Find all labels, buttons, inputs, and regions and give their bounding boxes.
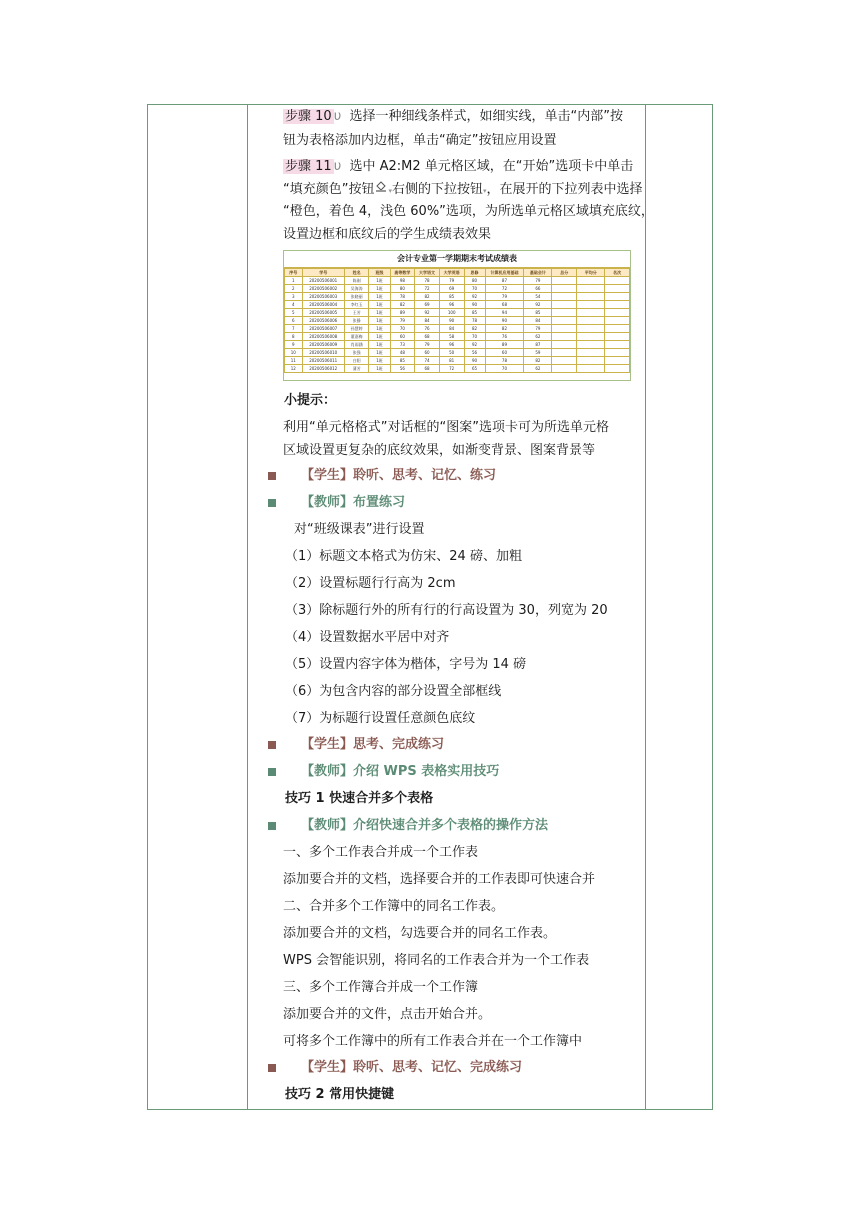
sheet-cell: 9 [285,341,303,349]
step10-label: 步骤 10 [285,109,332,124]
square-bullet-icon [268,822,276,830]
sheet-cell [605,333,630,341]
sheet-cell: 80 [390,285,415,293]
sheet-cell [605,309,630,317]
sheet-cell: 78 [485,357,524,365]
sheet-header-cell: 计算机应用基础 [485,269,524,277]
teacher-activity-1: 【教师】布置练习 [301,495,406,510]
sheet-cell: 70 [464,333,485,341]
sheet-cell: 84 [415,317,440,325]
sheet-cell: 92 [464,293,485,301]
sheet-cell: 20200506007 [302,325,344,333]
sheet-cell: 20200506009 [302,341,344,349]
sheet-cell: 20200506003 [302,293,344,301]
step11-label: 步骤 11 [285,159,332,174]
sheet-cell [605,349,630,357]
sheet-cell: 70 [390,325,415,333]
square-bullet-icon [268,1064,276,1072]
sheet-cell [552,309,577,317]
step11-text2b: 右侧的下拉按钮 [392,182,484,197]
sheet-cell: 78 [464,317,485,325]
sheet-cell: 60 [485,349,524,357]
sheet-cell: 85 [390,357,415,365]
sheet-cell: 70 [464,285,485,293]
square-bullet-icon [268,768,276,776]
student-activity-3: 【学生】聆听、思考、记忆、完成练习 [301,1060,523,1075]
sheet-cell [577,309,605,317]
merge-text-3b: 可将多个工作簿中的所有工作表合并在一个工作簿中 [283,1034,583,1049]
sheet-cell [552,325,577,333]
chevron-down-icon: ▾ [388,187,392,195]
sheet-cell [577,285,605,293]
sheet-cell: 50 [439,349,464,357]
sheet-row [285,277,630,285]
sheet-cell: 54 [524,293,552,301]
task-point-5: （5）设置内容字体为楷体，字号为 14 磅 [285,657,527,672]
sheet-cell: 82 [415,293,440,301]
sheet-cell: 76 [415,325,440,333]
sheet-cell: 7 [285,325,303,333]
sheet-cell: 85 [524,309,552,317]
sheet-cell: 59 [524,349,552,357]
sheet-header-cell: 大学英语 [439,269,464,277]
sheet-cell: 58 [439,333,464,341]
sheet-cell: 85 [464,309,485,317]
sheet-cell [605,301,630,309]
sheet-cell [552,341,577,349]
sheet-cell: 90 [464,357,485,365]
score-sheet-image [283,250,631,381]
sheet-cell: 11 [285,357,303,365]
sheet-header-cell: 大学语文 [415,269,440,277]
sheet-cell [605,325,630,333]
step10-line1: 步骤 10 υ 选择一种细线条样式，如细实线，单击“内部”按 [285,109,623,124]
sheet-cell: 90 [485,317,524,325]
sheet-cell [552,293,577,301]
sheet-cell [552,357,577,365]
sheet-cell: 89 [390,309,415,317]
sheet-header-cell: 总分 [552,269,577,277]
step11-line1: 步骤 11 υ 选中 A2:M2 单元格区域，在“开始”选项卡中单击 [285,159,634,174]
sheet-cell: 56 [464,349,485,357]
sheet-cell [577,349,605,357]
sheet-cell: 94 [485,309,524,317]
sheet-cell: 李红玉 [344,301,369,309]
sheet-cell: 60 [415,349,440,357]
sheet-header-cell: 班级 [369,269,390,277]
sheet-cell: 79 [524,277,552,285]
tip1-heading: 技巧 1 快速合并多个表格 [285,791,434,806]
step11-line3: “橙色，着色 4，浅色 60%”选项，为所选单元格区域填充底纹， [283,204,654,219]
sheet-cell: 65 [464,365,485,373]
sheet-cell [552,285,577,293]
sheet-cell [605,293,630,301]
sheet-cell [605,365,630,373]
sheet-cell: 98 [390,277,415,285]
sheet-cell [577,333,605,341]
sheet-cell: 20200506001 [302,277,344,285]
step11-text2c: ，在展开的下拉列表中选择 [486,182,643,197]
sheet-header-cell: 学号 [302,269,344,277]
sheet-cell: 85 [439,293,464,301]
tip-line2: 区域设置更复杂的底纹效果，如渐变背景、图案背景等 [283,443,596,458]
sheet-header-cell: 序号 [285,269,303,277]
sheet-cell: 1 [285,277,303,285]
sheet-cell: 73 [390,341,415,349]
merge-heading-2: 二、合并多个工作簿中的同名工作表。 [283,899,505,914]
sheet-row [285,293,630,301]
sheet-cell: 62 [524,365,552,373]
sheet-cell: 79 [390,317,415,325]
sheet-cell: 78 [415,277,440,285]
task-intro: 对“班级课表”进行设置 [294,522,425,537]
sheet-cell: 1班 [369,365,390,373]
sheet-cell: 20200506002 [302,285,344,293]
sheet-cell: 1班 [369,325,390,333]
sheet-row [285,301,630,309]
sheet-cell: 董嘉梅 [344,333,369,341]
sheet-row [285,341,630,349]
sheet-cell: 20200506012 [302,365,344,373]
sheet-cell: 66 [524,285,552,293]
merge-text-3: 添加要合并的文件，点击开始合并。 [283,1007,492,1022]
sheet-cell: 82 [524,357,552,365]
tip2-heading: 技巧 2 常用快捷键 [285,1087,395,1102]
sheet-cell: 69 [415,301,440,309]
column-divider-left [247,105,248,1109]
sheet-row [285,333,630,341]
dropdown-arrow-icon: ▾ [483,187,487,195]
merge-text-2: 添加要合并的文档，勾选要合并的同名工作表。 [283,926,557,941]
sheet-cell: 20200506005 [302,309,344,317]
sheet-cell: 81 [439,357,464,365]
sheet-cell: 84 [524,317,552,325]
sheet-cell [552,333,577,341]
task-point-7: （7）为标题行设置任意颜色底纹 [285,711,476,726]
sheet-cell: 96 [439,341,464,349]
sheet-row [285,285,630,293]
sheet-cell [577,365,605,373]
sheet-row [285,309,630,317]
sheet-cell: 白阳 [344,357,369,365]
task-point-1: （1）标题文本格式为仿宋、24 磅、加粗 [285,549,522,564]
sheet-cell: 陈刚 [344,277,369,285]
sheet-cell: 20200506010 [302,349,344,357]
sheet-cell: 79 [415,341,440,349]
sheet-cell: 蒲芳 [344,365,369,373]
sheet-cell: 56 [390,365,415,373]
square-bullet-icon [268,472,276,480]
sheet-cell: 张静 [344,317,369,325]
sheet-cell: 4 [285,301,303,309]
sheet-cell: 8 [285,333,303,341]
sheet-cell: 72 [485,285,524,293]
sheet-cell [605,317,630,325]
teacher-activity-2: 【教师】介绍 WPS 表格实用技巧 [301,764,500,779]
sheet-header-cell: 思修 [464,269,485,277]
sheet-cell: 92 [524,301,552,309]
sheet-cell: 1班 [369,301,390,309]
sheet-cell: 20200506004 [302,301,344,309]
column-divider-right [645,105,646,1109]
sheet-cell: 84 [439,325,464,333]
step10-text1: 选择一种细线条样式，如细实线，单击“内部”按 [349,109,623,124]
step10-line2: 钮为表格添加内边框，单击“确定”按钮应用设置 [283,133,557,148]
sheet-cell [577,357,605,365]
sheet-cell [577,317,605,325]
fill-color-icon [374,179,388,200]
teacher-activity-3: 【教师】介绍快速合并多个表格的操作方法 [301,818,549,833]
sheet-cell: 1班 [369,317,390,325]
sheet-cell: 82 [485,325,524,333]
sheet-cell [552,277,577,285]
sheet-cell [552,349,577,357]
sheet-cell: 12 [285,365,303,373]
sheet-header-cell: 平均分 [577,269,605,277]
sheet-cell: 1班 [369,357,390,365]
task-point-2: （2）设置标题行行高为 2cm [285,576,456,591]
square-bullet-icon [268,741,276,749]
sheet-row [285,365,630,373]
sheet-cell: 1班 [369,293,390,301]
sheet-cell: 82 [390,301,415,309]
sheet-cell: 1班 [369,333,390,341]
sheet-cell: 79 [485,293,524,301]
sheet-cell [605,285,630,293]
merge-heading-3: 三、多个工作簿合并成一个工作簿 [283,980,479,995]
sheet-cell: 60 [390,333,415,341]
square-bullet-icon [268,499,276,507]
sheet-cell [577,277,605,285]
sheet-cell: 2 [285,285,303,293]
step11-line4: 设置边框和底纹后的学生成绩表效果 [283,227,492,242]
sheet-cell: 72 [415,285,440,293]
sheet-cell: 10 [285,349,303,357]
sheet-cell: 张强 [344,349,369,357]
step11-text2a: “填充颜色”按钮 [283,182,375,197]
sheet-cell [577,325,605,333]
tip-title: 小提示： [284,393,337,408]
sheet-cell: 1班 [369,341,390,349]
sheet-cell: 79 [439,277,464,285]
step11-text1: 选中 A2:M2 单元格区域，在“开始”选项卡中单击 [349,159,634,174]
sheet-cell: 20200506008 [302,333,344,341]
sheet-cell [605,357,630,365]
merge-text-1: 添加要合并的文档，选择要合并的工作表即可快速合并 [283,872,596,887]
sheet-cell: 70 [485,365,524,373]
sheet-header-cell: 姓名 [344,269,369,277]
tip-line1: 利用“单元格格式”对话框的“图案”选项卡可为所选单元格 [283,420,609,435]
merge-heading-1: 一、多个工作表合并成一个工作表 [283,845,479,860]
task-point-6: （6）为包含内容的部分设置全部框线 [285,684,502,699]
sheet-cell: 68 [415,333,440,341]
sheet-row [285,357,630,365]
sheet-cell: 92 [415,309,440,317]
sheet-cell: 90 [464,301,485,309]
sheet-cell [577,341,605,349]
student-activity-1: 【学生】聆听、思考、记忆、练习 [301,468,497,483]
sheet-cell: 89 [485,341,524,349]
sheet-header-cell: 高等数学 [390,269,415,277]
sheet-cell: 82 [464,325,485,333]
sheet-cell: 20200506011 [302,357,344,365]
sheet-cell [577,293,605,301]
sheet-cell: 20200506006 [302,317,344,325]
sheet-cell: 张晓丽 [344,293,369,301]
sheet-cell: 48 [390,349,415,357]
sheet-cell: 72 [439,365,464,373]
sheet-cell [552,365,577,373]
sheet-cell: 100 [439,309,464,317]
sheet-cell: 68 [485,301,524,309]
sheet-cell [577,301,605,309]
sheet-cell [605,341,630,349]
sheet-cell: 74 [415,357,440,365]
student-activity-2: 【学生】思考、完成练习 [301,737,445,752]
sheet-cell: 78 [390,293,415,301]
sheet-header-cell: 基础会计 [524,269,552,277]
step11-line2 [283,179,643,201]
sheet-cell: 69 [439,285,464,293]
sheet-cell: 90 [439,317,464,325]
sheet-cell: 5 [285,309,303,317]
sheet-cell: 6 [285,317,303,325]
sheet-cell: 79 [524,325,552,333]
sheet-header-cell: 名次 [605,269,630,277]
sheet-cell: 68 [415,365,440,373]
sheet-cell: 87 [524,341,552,349]
sheet-row [285,325,630,333]
score-table [284,268,630,373]
sheet-cell: 肖雨涵 [344,341,369,349]
sheet-cell: 3 [285,293,303,301]
sheet-cell [552,301,577,309]
sheet-row [285,317,630,325]
sheet-cell: 1班 [369,309,390,317]
sheet-cell: 孙慧婷 [344,325,369,333]
sheet-cell: 吴海涛 [344,285,369,293]
sheet-cell: 王芳 [344,309,369,317]
task-point-3: （3）除标题行外的所有行的行高设置为 30，列宽为 20 [285,603,608,618]
sheet-cell: 87 [485,277,524,285]
sheet-cell: 62 [524,333,552,341]
sheet-cell: 80 [464,277,485,285]
sheet-cell [605,277,630,285]
sheet-title: 会计专业第一学期期末考试成绩表 [284,251,630,268]
sheet-row [285,349,630,357]
sheet-cell: 92 [464,341,485,349]
task-point-4: （4）设置数据水平居中对齐 [285,630,450,645]
sheet-cell [552,317,577,325]
sheet-cell: 1班 [369,285,390,293]
sheet-cell: 1班 [369,277,390,285]
merge-text-2b: WPS 会智能识别，将同名的工作表合并为一个工作表 [283,953,590,968]
sheet-cell: 1班 [369,349,390,357]
sheet-cell: 76 [485,333,524,341]
sheet-cell: 96 [439,301,464,309]
